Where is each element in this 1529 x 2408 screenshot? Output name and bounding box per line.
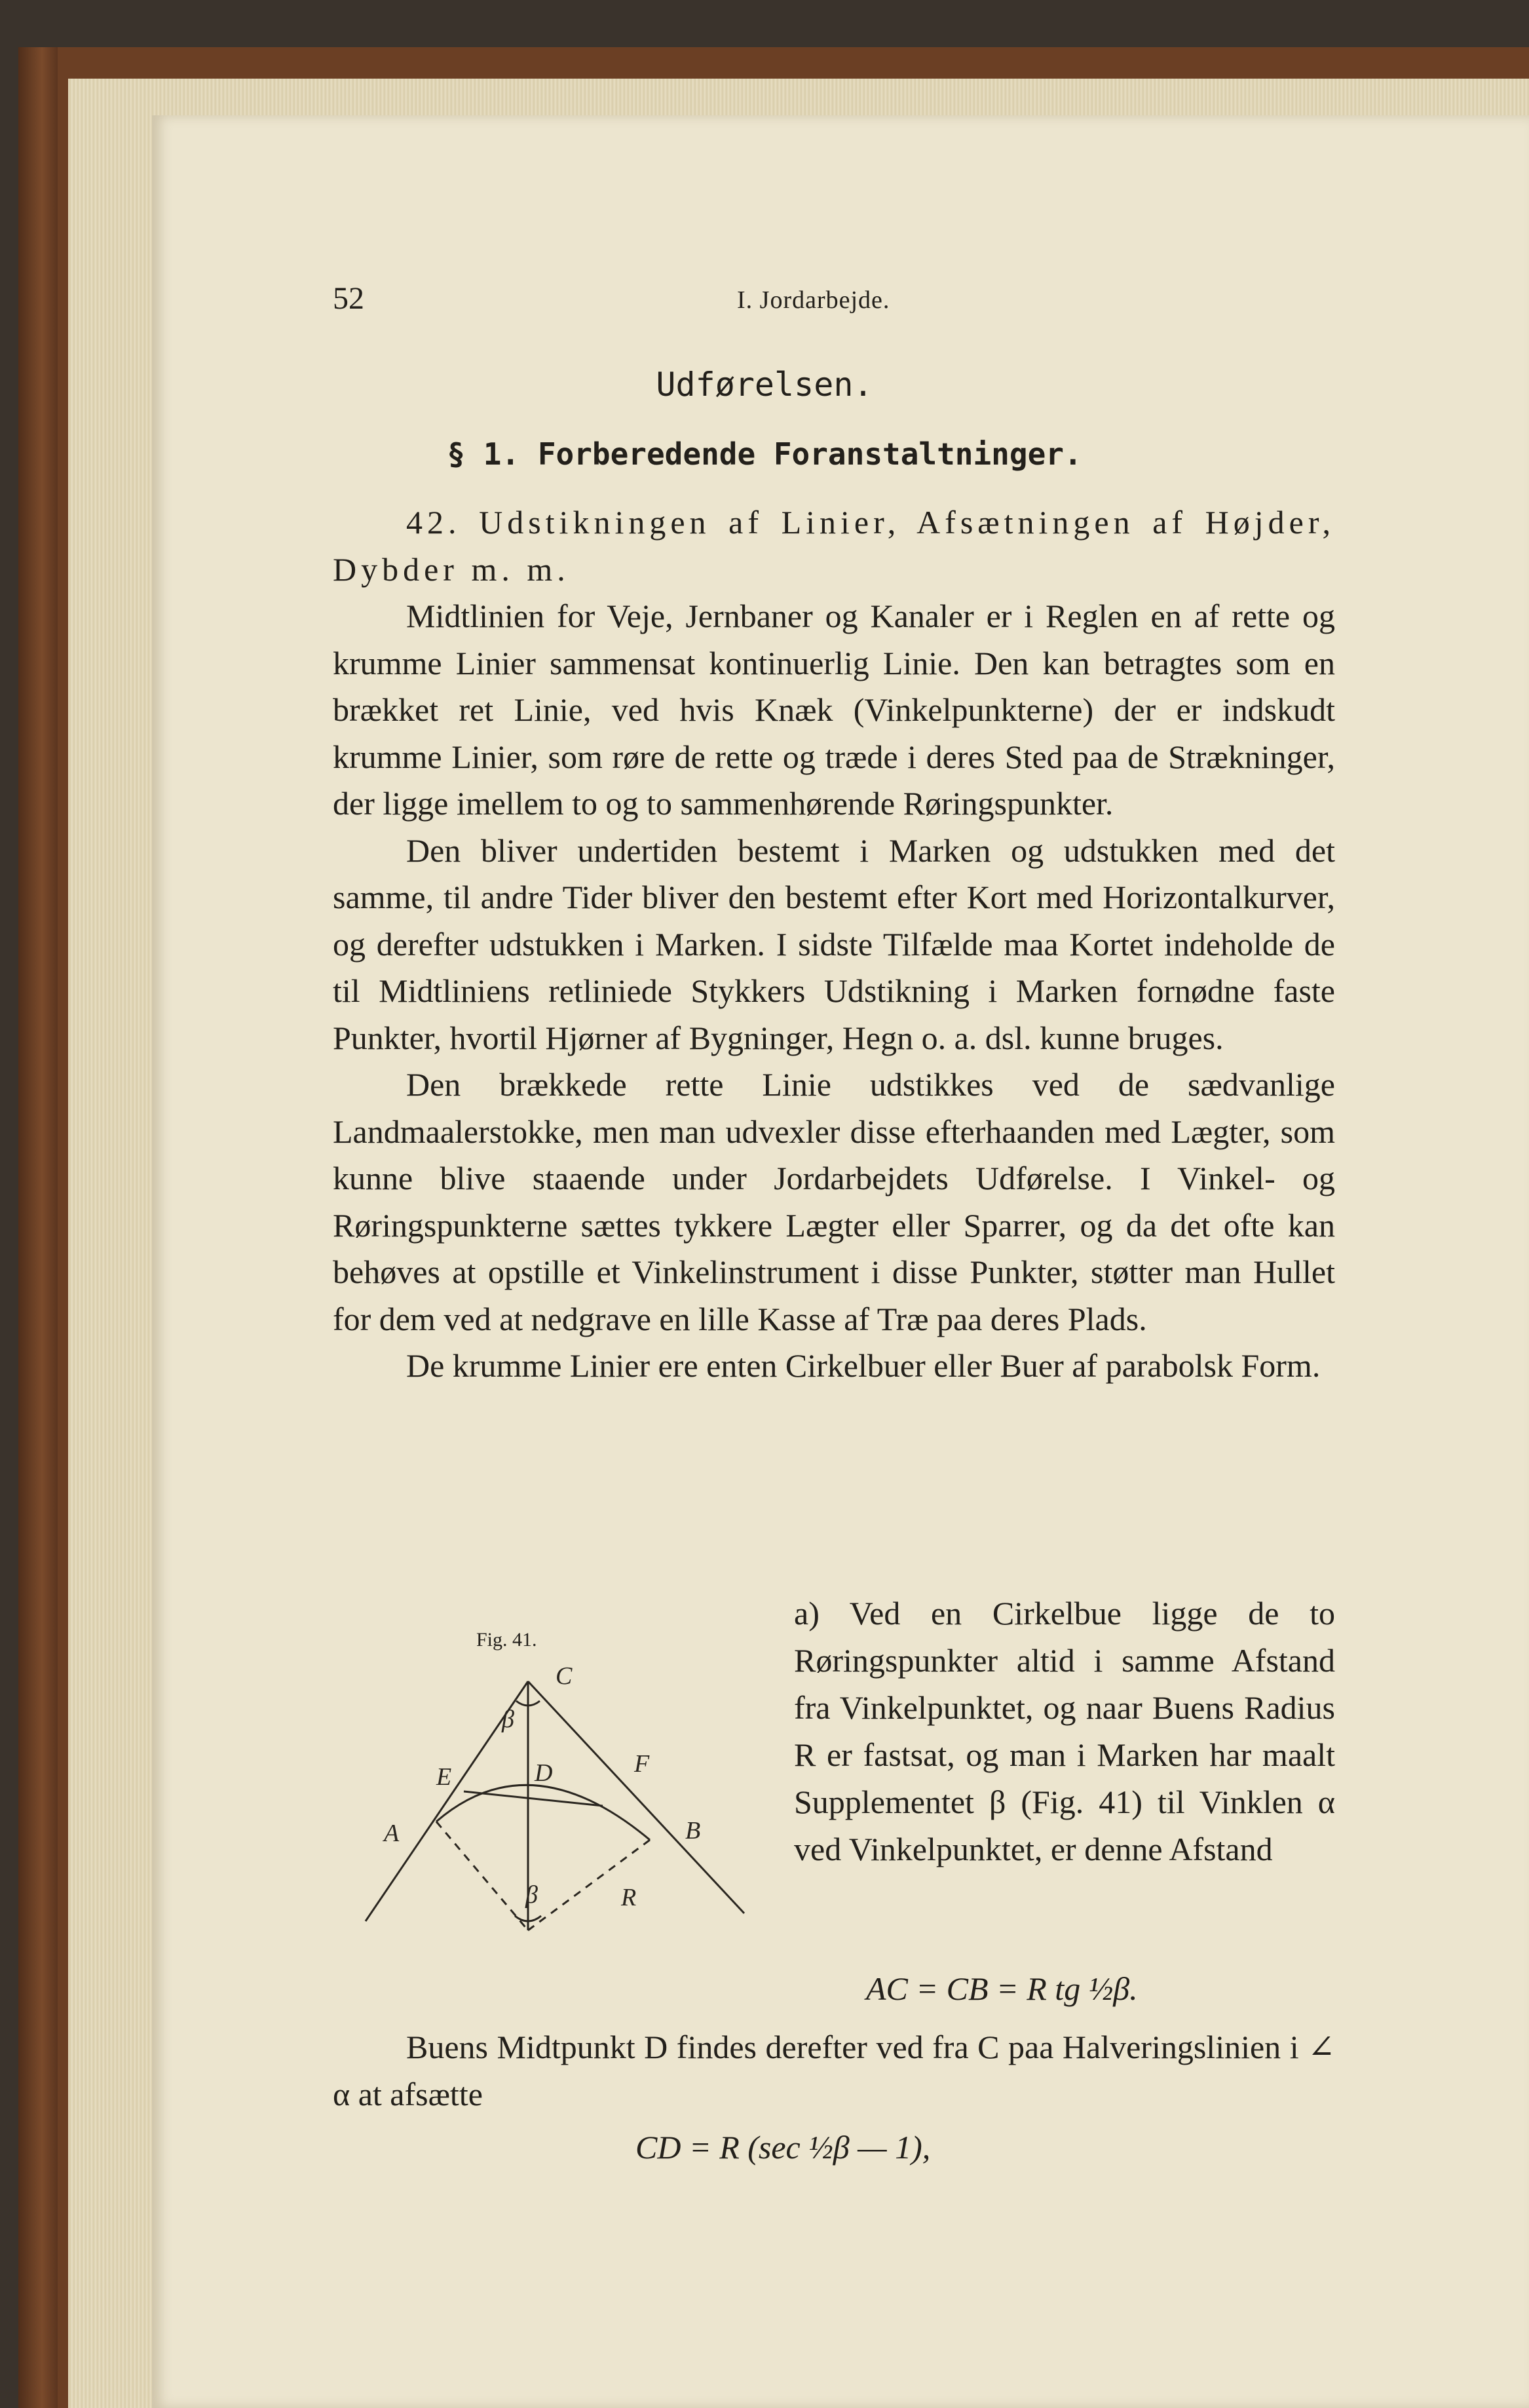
tangent-ef [464,1791,603,1806]
paragraph-braekkede: Den brækkede rette Linie udstikkes ved de sædvanlige Landmaalerstokke, men man udvexler disse efterhaanden med Lægter, som kunne blive staaende under Jordarbejdets Udførelse. I Vinkel- og Røringspunkterne sættes tykkere Lægter eller Sparrer, og da det ofte kan behøves at opstille et Vinkelinstrument i disse Punkter, støtter man Hullet for dem ved at nedgrave en lille Kasse af Træ paa deres Plads. [333,1066,1335,1337]
label-b: B [685,1817,701,1844]
running-title: I. Jordarbejde. [737,286,890,314]
tangent-line-right [528,1681,744,1913]
figure-41-diagram [359,1656,765,1971]
page-number: 52 [333,281,364,316]
label-e: E [436,1763,452,1791]
paragraph-midtpunkt: Buens Midtpunkt D findes derefter ved fra C paa Halveringslinien i ∠ α at afsætte [333,2029,1335,2112]
label-d: D [535,1759,553,1787]
label-r: R [621,1884,637,1911]
main-text [333,499,1335,1390]
figure-label: Fig. 41. [476,1629,537,1651]
formula-ac-cb: AC = CB = R tg ½β. [866,1970,1138,2007]
circular-arc-paragraph: a) Ved en Cirkelbue ligge de to Røringspunkter altid i samme Afstand fra Vinkelpunktet, og naar Buens Radius R er fastsat, og man i Marken har maalt Supplementet β (Fig. 41) til Vinklen α ved Vinkelpunktet, er denne Afstand [794,1595,1335,1867]
label-c: C [556,1662,573,1690]
section-heading: Udførelsen. [656,366,873,404]
paragraph-krumme-linier: De krumme Linier ere enten Cirkelbuer eller Buer af parabolsk Form. [406,1347,1321,1384]
after-figure-text [333,2023,1335,2118]
subsection-heading: § 1. Forberedende Foranstaltninger. [447,436,1082,472]
paragraph-42-title: 42. Udstikningen af Linier, Afsætningen af Højder, Dybder m. m. [333,504,1335,588]
label-f: F [634,1750,650,1778]
paragraph-midtlinien: Midtlinien for Veje, Jernbaner og Kanaler er i Reglen en af rette og krumme Linier sammensat kontinuerlig Linie. Den kan betragtes som en brækket ret Linie, ved hvis Knæk (Vinkelpunkterne) der er indskudt krumme Linier, som røre de rette og træde i deres Sted paa de Strækninger, der ligge imellem to og to sammenhørende Røringspunkter. [333,598,1335,822]
label-a: A [384,1820,400,1847]
paragraph-bestemt: Den bliver undertiden bestemt i Marken og udstukken med det samme, til andre Tider bliver den bestemt efter Kort med Horizontalkurver, og derefter udstukken i Marken. I sidste Tilfælde maa Kortet indeholde de til Midtliniens retliniede Stykkers Udstikning i Marken fornødne faste Punkter, hvortil Hjørner af Bygninger, Hegn o. a. dsl. kunne bruges. [333,831,1335,1056]
label-beta-bottom: β [525,1881,538,1909]
radius-left [436,1822,528,1930]
circular-arc [436,1785,650,1840]
formula-cd: CD = R (sec ½β — 1), [635,2129,931,2166]
label-beta-top: β [502,1706,514,1733]
